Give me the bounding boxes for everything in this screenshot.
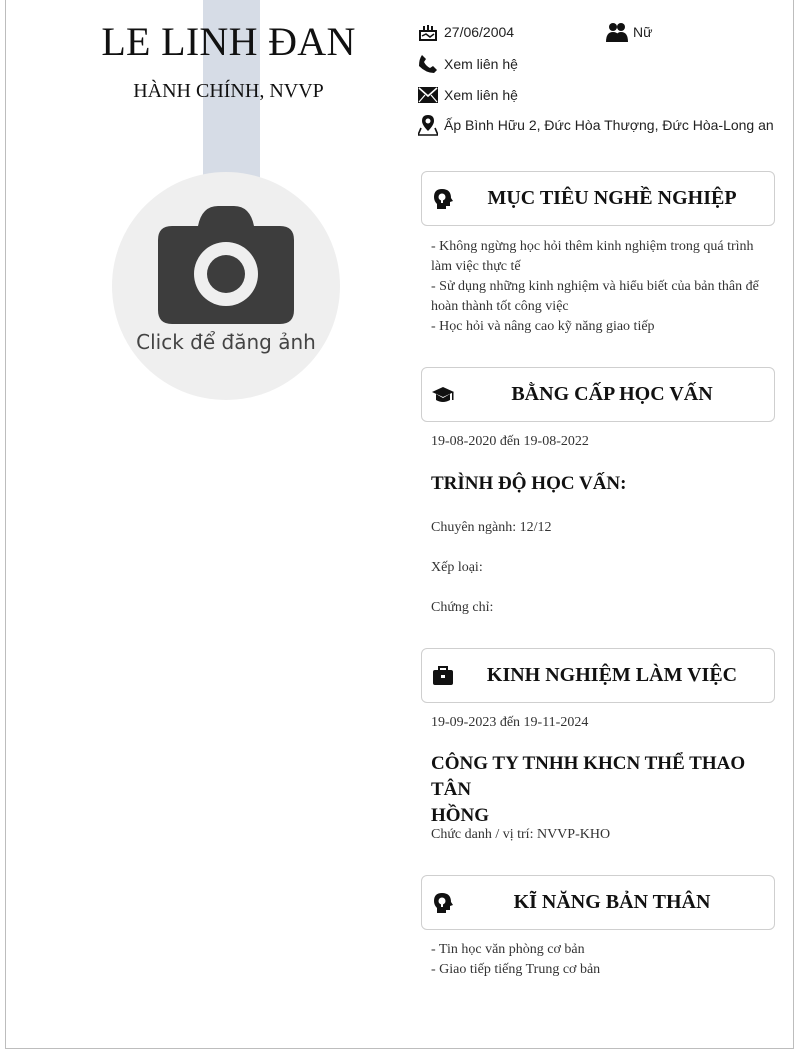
candidate-position: HÀNH CHÍNH, NVVP	[133, 80, 324, 102]
avatar-upload[interactable]	[112, 172, 340, 400]
users-icon	[606, 21, 628, 43]
birthday-value: 27/06/2004	[444, 24, 515, 40]
objective-section-header	[421, 171, 775, 226]
skills-title: KĨ NĂNG BẢN THÂN	[513, 891, 711, 913]
envelope-icon	[417, 84, 439, 106]
briefcase-icon	[432, 665, 454, 687]
photo-upload-caption: Click để đăng ảnh	[136, 330, 316, 354]
education-major: Chuyên ngành: 12/12	[431, 520, 552, 535]
education-section-header	[421, 367, 775, 422]
education-certificate: Chứng chỉ:	[431, 600, 494, 615]
address-row	[417, 113, 774, 137]
objective-title: MỤC TIÊU NGHỀ NGHIỆP	[487, 187, 737, 209]
education-rank: Xếp loại:	[431, 560, 483, 575]
lightbulb-head-icon	[432, 892, 454, 914]
experience-company-line: HỒNG	[431, 805, 490, 826]
objective-line: hoàn thành tốt công việc	[431, 299, 569, 314]
phone-row	[417, 52, 518, 76]
lightbulb-head-icon	[432, 188, 454, 210]
skills-content	[431, 940, 771, 980]
objective-line: làm việc thực tế	[431, 259, 521, 274]
experience-section-header	[421, 648, 775, 703]
birthday-row	[417, 20, 514, 44]
address-value: Ấp Bình Hữu 2, Đức Hòa Thượng, Đức Hòa-Long an	[444, 117, 774, 133]
phone-value[interactable]: Xem liên hệ	[444, 56, 518, 72]
experience-period: 19-09-2023 đến 19-11-2024	[431, 715, 589, 730]
graduation-cap-icon	[432, 384, 454, 406]
birthday-cake-icon	[417, 21, 439, 43]
email-row	[417, 83, 518, 107]
phone-icon	[417, 53, 439, 75]
cv-page	[5, 0, 794, 1049]
objective-content	[431, 237, 771, 337]
education-title: BẰNG CẤP HỌC VẤN	[511, 383, 713, 405]
experience-company	[431, 751, 781, 829]
education-period: 19-08-2020 đến 19-08-2022	[431, 434, 589, 449]
camera-icon	[158, 206, 294, 324]
objective-line: - Không ngừng học hỏi thêm kinh nghiệm trong quá trình	[431, 239, 754, 254]
candidate-name: LE LINH ĐAN	[101, 19, 356, 64]
education-level: TRÌNH ĐỘ HỌC VẤN:	[431, 473, 627, 494]
gender-value: Nữ	[633, 24, 653, 40]
email-value[interactable]: Xem liên hệ	[444, 87, 518, 103]
skill-line: - Tin học văn phòng cơ bản	[431, 942, 585, 957]
experience-role: Chức danh / vị trí: NVVP-KHO	[431, 827, 611, 842]
gender-row	[606, 20, 652, 44]
skills-section-header	[421, 875, 775, 930]
experience-company-line: CÔNG TY TNHH KHCN THỂ THAO TÂN	[431, 753, 746, 800]
map-pin-icon	[417, 114, 439, 136]
objective-line: - Học hỏi và nâng cao kỹ năng giao tiếp	[431, 319, 655, 334]
objective-line: - Sử dụng những kinh nghiệm và hiểu biết của bản thân để	[431, 279, 759, 294]
experience-title: KINH NGHIỆM LÀM VIỆC	[486, 664, 738, 686]
skill-line: - Giao tiếp tiếng Trung cơ bản	[431, 962, 601, 977]
